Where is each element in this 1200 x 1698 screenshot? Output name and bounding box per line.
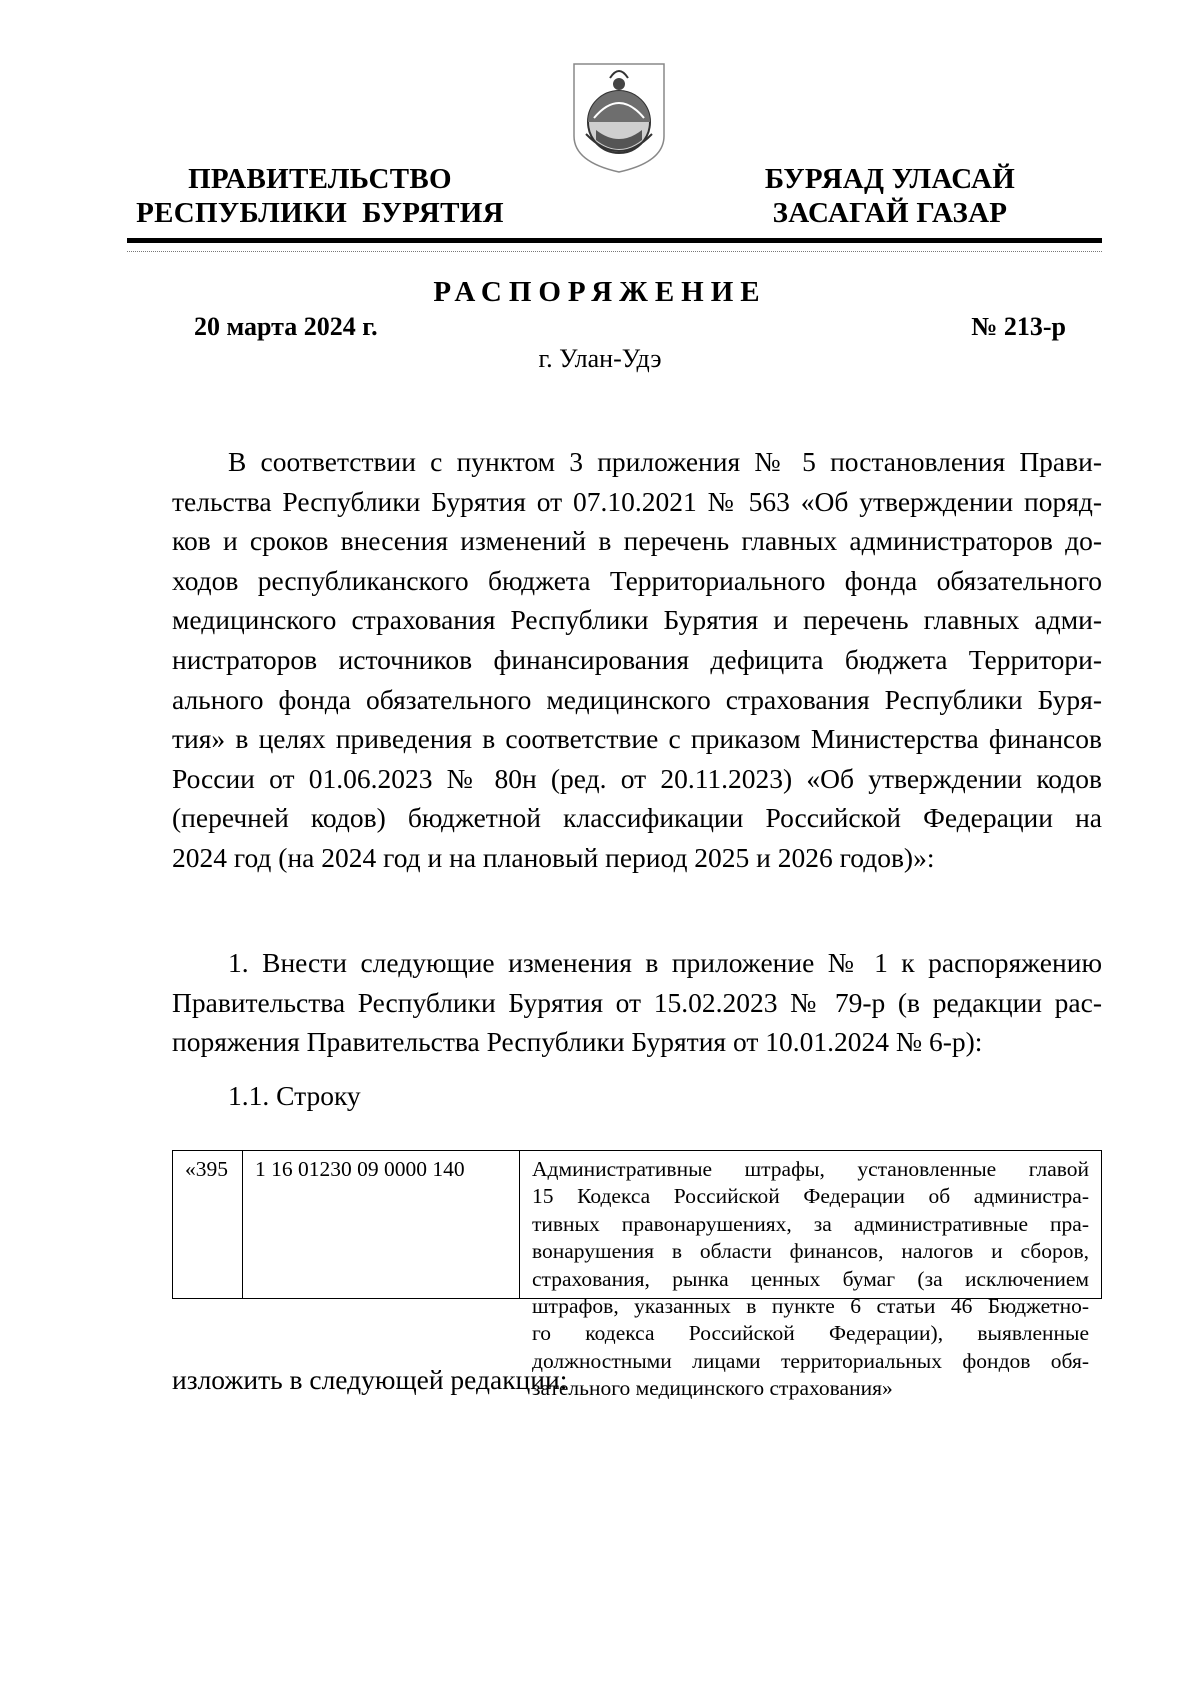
preamble-line: (перечней кодов) бюджетной классификации Российской Федерации на — [172, 802, 1102, 834]
org-name-russian-line1: ПРАВИТЕЛЬСТВО — [188, 163, 452, 195]
description-line: тивных правонарушениях, за административные пра- — [532, 1211, 1089, 1236]
description-line: должностными лицами территориальных фондов обя- — [532, 1348, 1089, 1373]
preamble-line: тельства Республики Бурятия от 07.10.2021 № 563 «Об утверждении поряд- — [172, 485, 1102, 517]
preamble-line: нистраторов источников финансирования дефицита бюджета Территори- — [172, 643, 1102, 675]
closing-phrase: изложить в следующей редакции: — [172, 1364, 568, 1395]
preamble-line: России от 01.06.2023 № 80н (ред. от 20.11.2023) «Об утверждении кодов — [172, 762, 1102, 794]
preamble-line: ходов республиканского бюджета Территориального фонда обязательного — [172, 564, 1102, 596]
preamble-line: медицинского страхования Республики Бурятия и перечень главных адми- — [172, 604, 1102, 636]
header-rule-thin — [127, 251, 1102, 252]
document-type: РАСПОРЯЖЕНИЕ — [433, 276, 767, 308]
item-1-paragraph — [172, 943, 1102, 1062]
preamble-line: В соответствии с пунктом 3 приложения № 5 постановления Прави- — [228, 446, 1102, 477]
description-line: страхования, рынка ценных бумаг (за исключением — [532, 1266, 1089, 1291]
description-line: штрафов, указанных в пункте 6 статьи 46 Бюджетно- — [532, 1294, 1089, 1319]
org-name-russian — [120, 162, 520, 230]
preamble-line: ков и сроков внесения изменений в перечень главных администраторов до- — [172, 525, 1102, 557]
description-line: зательного медицинского страхования» — [532, 1376, 893, 1401]
document-city: г. Улан-Удэ — [538, 344, 662, 373]
item-1-line: поряжения Правительства Республики Бурятия от 10.01.2024 № 6-р): — [172, 1026, 983, 1058]
org-name-russian-line2: РЕСПУБЛИКИ БУРЯТИЯ — [136, 197, 504, 229]
preamble-line: 2024 год (на 2024 год и на плановый период 2025 и 2026 годов)»: — [172, 841, 935, 873]
coat-of-arms-icon — [566, 58, 672, 176]
description-line: вонарушения в области финансов, налогов и сборов, — [532, 1239, 1089, 1264]
description-line: 15 Кодекса Российской Федерации об администра- — [532, 1184, 1089, 1209]
header-rule-thick — [127, 238, 1102, 243]
description-line: Административные штрафы, установленные главой — [532, 1157, 1089, 1181]
preamble-paragraph — [172, 442, 1102, 878]
org-name-buryat-line1: БУРЯАД УЛАСАЙ — [764, 163, 1016, 195]
preamble-line: ального фонда обязательного медицинского страхования Республики Буря- — [172, 683, 1102, 715]
org-name-buryat — [720, 162, 1060, 230]
document-date: 20 марта 2024 г. — [194, 312, 378, 341]
description-line: го кодекса Российской Федерации), выявленные — [532, 1321, 1089, 1346]
item-1-1-heading: 1.1. Строку — [228, 1080, 361, 1111]
org-name-buryat-line2: ЗАСАГАЙ ГАЗАР — [772, 197, 1008, 229]
item-1-line: Правительства Республики Бурятия от 15.02.2023 № 79-р (в редакции рас- — [172, 986, 1102, 1018]
table-cell-kbk-code: 1 16 01230 09 0000 140 — [243, 1151, 520, 1298]
preamble-line: тия» в целях приведения в соответствие с приказом Министерства финансов — [172, 723, 1102, 755]
table-cell-admin-code: «395 — [173, 1151, 243, 1298]
document-number: № 213-р — [971, 312, 1066, 341]
item-1-line: 1. Внести следующие изменения в приложение № 1 к распоряжению — [228, 947, 1102, 978]
table-cell-description — [520, 1151, 1101, 1401]
